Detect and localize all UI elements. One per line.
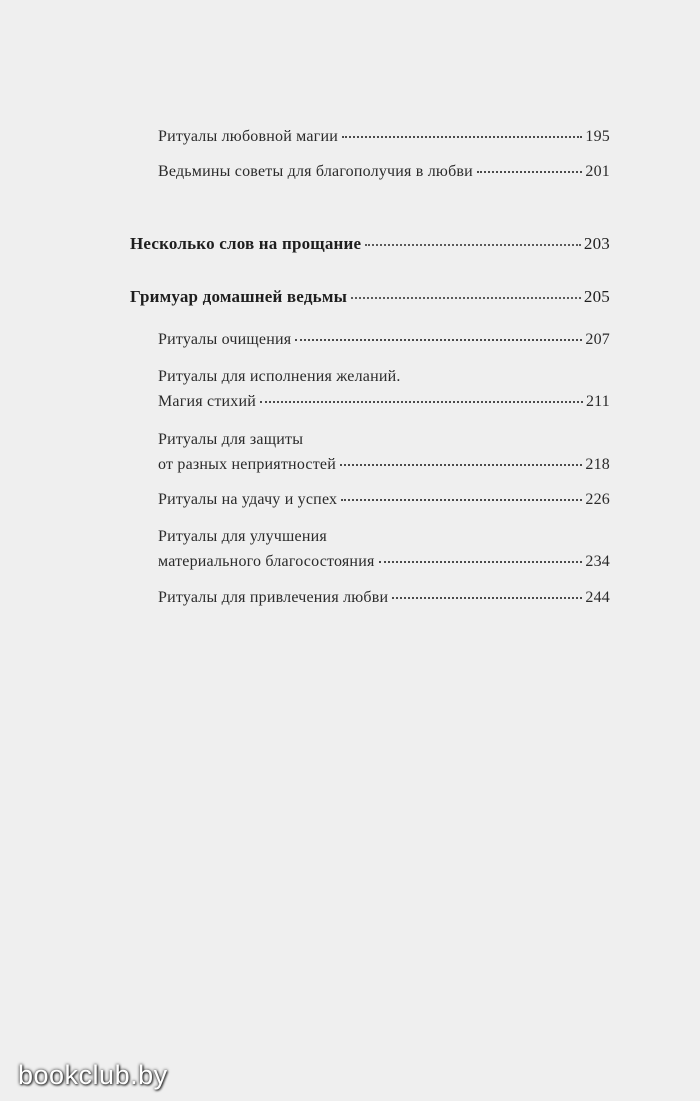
toc-page-number: 226 <box>585 491 610 508</box>
toc-entry-cleansing-rituals[interactable] <box>158 331 610 349</box>
toc-page-number: 203 <box>583 234 610 253</box>
toc-page-number: 205 <box>583 287 610 306</box>
toc-entry-wealth-rituals[interactable] <box>158 553 610 571</box>
toc-chapter-farewell-words[interactable] <box>130 234 610 254</box>
toc-entry-attract-love-rituals[interactable] <box>158 589 610 607</box>
toc-page-number: 195 <box>585 128 610 145</box>
toc-entry-title: Ритуалы очищения <box>158 331 292 348</box>
toc-entry-title: от разных неприятностей <box>158 456 336 473</box>
toc-entry-title-line1: Ритуалы для исполнения желаний. <box>158 368 401 385</box>
dot-leader <box>295 339 582 341</box>
dot-leader <box>341 499 582 501</box>
dot-leader <box>342 136 582 138</box>
toc-page-number: 201 <box>585 163 610 180</box>
toc-entry-witch-love-advice[interactable] <box>158 163 610 181</box>
toc-entry-title: Ритуалы любовной магии <box>158 128 338 145</box>
toc-entry-title: Ритуалы на удачу и успех <box>158 491 338 508</box>
toc-entry-title: материального благосостояния <box>158 553 375 570</box>
toc-page-number: 211 <box>585 393 610 410</box>
toc-page-number: 234 <box>585 553 610 570</box>
toc-entry-protection-rituals[interactable] <box>158 456 610 474</box>
toc-chapter-home-witch-grimoire[interactable] <box>130 287 610 307</box>
toc-entry-title: Ведьмины советы для благополучия в любви <box>158 163 473 180</box>
dot-leader <box>365 244 581 246</box>
toc-page-number: 218 <box>585 456 610 473</box>
toc-entry-wish-rituals[interactable] <box>158 393 610 411</box>
dot-leader <box>379 561 583 563</box>
dot-leader <box>260 401 583 403</box>
watermark: bookclub.by <box>18 1060 168 1090</box>
dot-leader <box>392 597 582 599</box>
toc-entry-title: Магия стихий <box>158 393 256 410</box>
toc-page-number: 207 <box>585 331 610 348</box>
toc-entry-luck-rituals[interactable] <box>158 491 610 509</box>
toc-entry-title-line1: Ритуалы для защиты <box>158 431 304 448</box>
toc-chapter-title: Несколько слов на прощание <box>130 234 362 253</box>
toc-page-number: 244 <box>585 589 610 606</box>
dot-leader <box>477 171 582 173</box>
toc-chapter-title: Гримуар домашней ведьмы <box>130 287 348 306</box>
dot-leader <box>340 464 582 466</box>
toc-entry-love-magic-rituals[interactable] <box>158 128 610 146</box>
toc-entry-title-line1: Ритуалы для улучшения <box>158 528 327 545</box>
toc-entry-title: Ритуалы для привлечения любви <box>158 589 389 606</box>
dot-leader <box>351 297 581 299</box>
